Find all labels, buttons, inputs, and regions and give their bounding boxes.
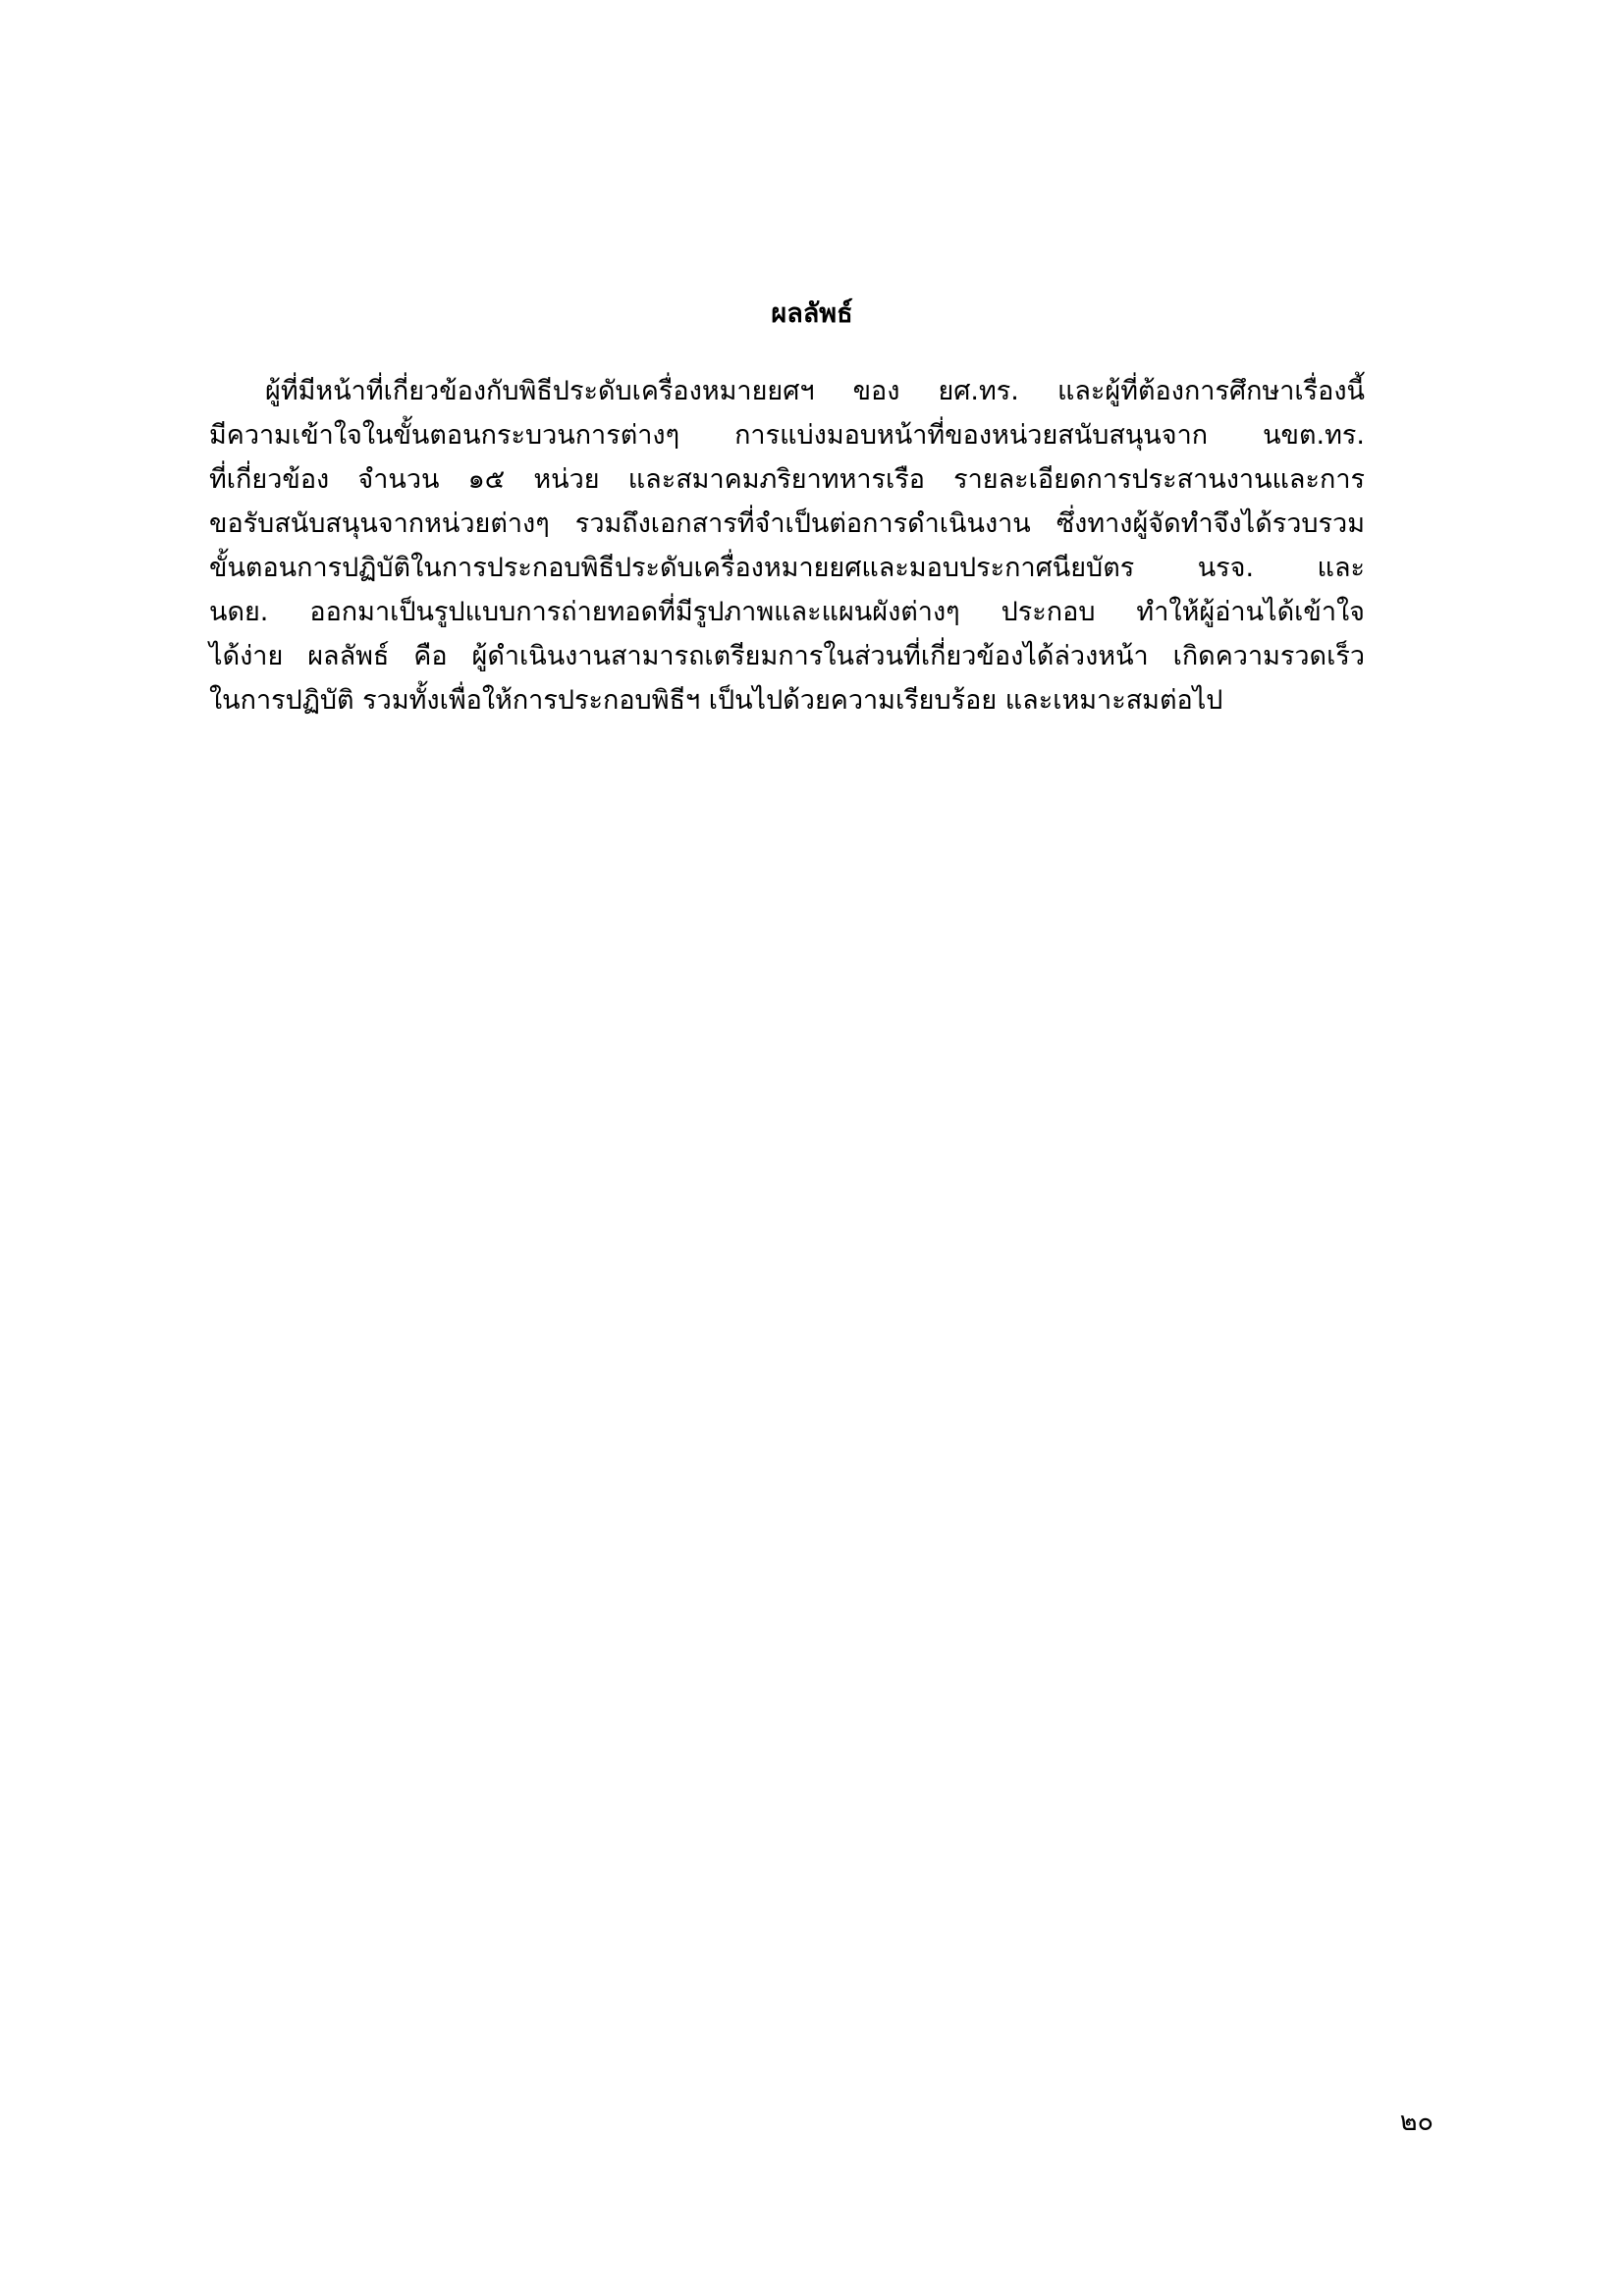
- page-number: ๒๐: [1399, 2107, 1434, 2137]
- paragraph-line: นดย. ออกมาเป็นรูปแบบการถ่ายทอดที่มีรูปภาพและแผนผังต่างๆ ประกอบ ทำให้ผู้อ่านได้เข้าใจ: [209, 597, 1365, 627]
- body-paragraph: [209, 369, 1365, 722]
- paragraph-line: ได้ง่าย ผลลัพธ์ คือ ผู้ดำเนินงานสามารถเตรียมการในส่วนที่เกี่ยวข้องได้ล่วงหน้า เกิดความรวดเร็ว: [209, 641, 1365, 671]
- paragraph-line: ขอรับสนับสนุนจากหน่วยต่างๆ รวมถึงเอกสารที่จำเป็นต่อการดำเนินงาน ซึ่งทางผู้จัดทำจึงได้รวบรวม: [209, 508, 1365, 539]
- paragraph-line: ที่เกี่ยวข้อง จำนวน ๑๕ หน่วย และสมาคมภริยาทหารเรือ รายละเอียดการประสานงานและการ: [209, 464, 1365, 495]
- section-heading: ผลลัพธ์: [771, 298, 853, 329]
- paragraph-line: มีความเข้าใจในขั้นตอนกระบวนการต่างๆ การแบ่งมอบหน้าที่ของหน่วยสนับสนุนจาก นขต.ทร.: [209, 420, 1365, 451]
- paragraph-line: ขั้นตอนการปฏิบัติในการประกอบพิธีประดับเครื่องหมายยศและมอบประกาศนียบัตร นรจ. และ: [209, 553, 1365, 583]
- paragraph-line: ผู้ที่มีหน้าที่เกี่ยวข้องกับพิธีประดับเครื่องหมายยศฯ ของ ยศ.ทร. และผู้ที่ต้องการศึกษาเรื่องนี้: [265, 376, 1365, 406]
- paragraph-line: ในการปฏิบัติ รวมทั้งเพื่อให้การประกอบพิธีฯ เป็นไปด้วยความเรียบร้อย และเหมาะสมต่อไป: [209, 685, 1223, 716]
